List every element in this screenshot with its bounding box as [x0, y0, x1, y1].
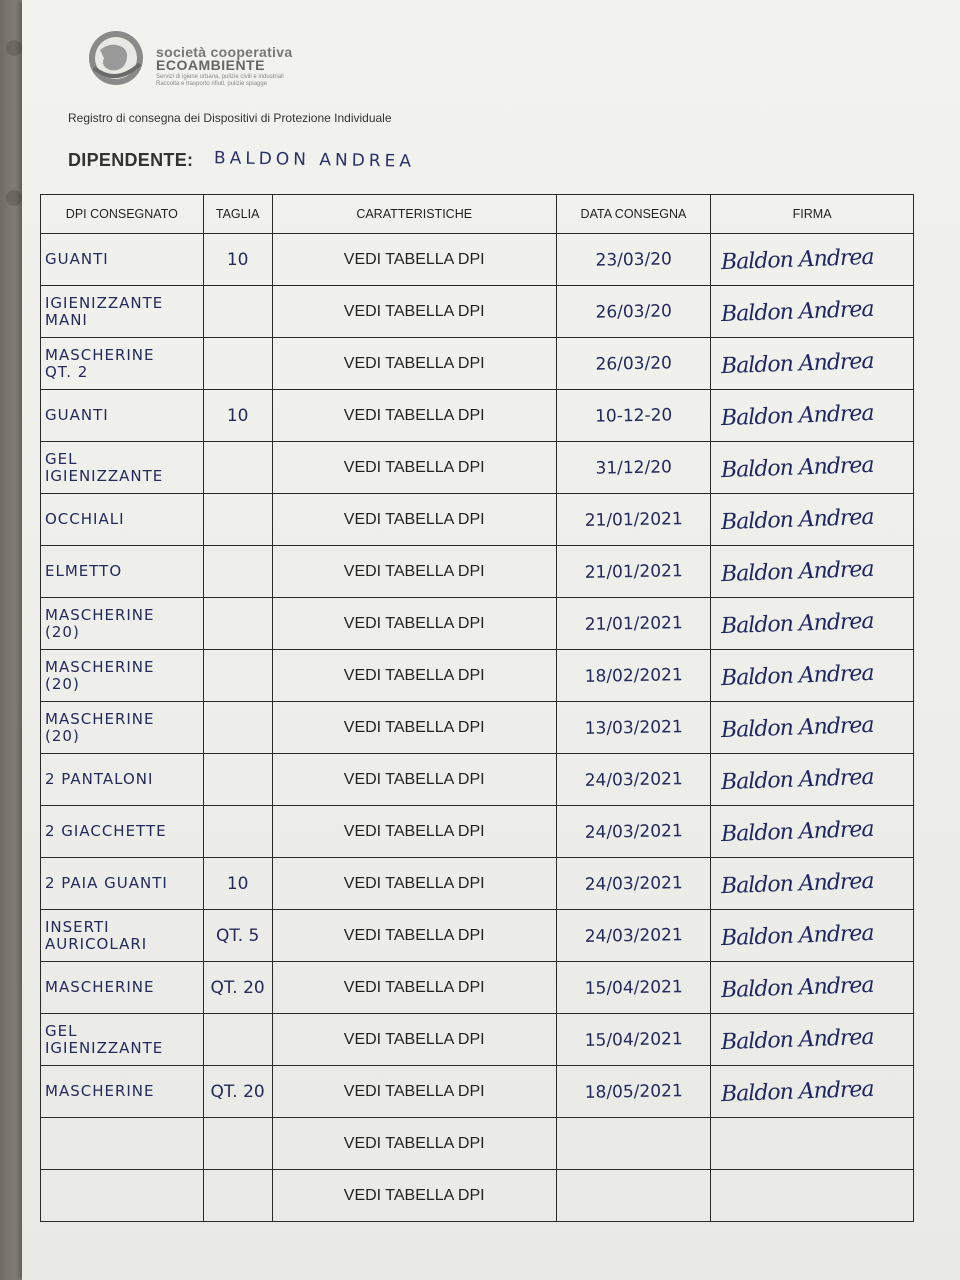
- firma-signature-text: Baldon Andrea: [720, 244, 875, 276]
- data-consegna-cell: [556, 754, 710, 806]
- caratteristiche-cell: VEDI TABELLA DPI: [272, 546, 556, 598]
- table-row: [41, 1066, 914, 1118]
- caratteristiche-cell: VEDI TABELLA DPI: [272, 754, 556, 806]
- taglia-cell: [203, 806, 272, 858]
- caratteristiche-cell: VEDI TABELLA DPI: [272, 494, 556, 546]
- table-row: [41, 286, 914, 338]
- taglia-cell: [203, 234, 272, 286]
- caratteristiche-cell: VEDI TABELLA DPI: [272, 338, 556, 390]
- desk-mark: [6, 190, 22, 206]
- dpi-cell: [41, 754, 204, 806]
- data-consegna-cell: [556, 390, 710, 442]
- firma-signature-text: [711, 1192, 913, 1199]
- logo-line-4: Raccolta e trasporto rifiuti, pulizie spiagge: [156, 81, 268, 87]
- taglia-cell: [203, 702, 272, 754]
- data-consegna-cell: [556, 494, 710, 546]
- data-consegna-cell: [556, 546, 710, 598]
- dpi-text: GEL IGIENIZZANTE: [45, 1021, 164, 1057]
- caratteristiche-cell: VEDI TABELLA DPI: [272, 702, 556, 754]
- taglia-cell: [203, 442, 272, 494]
- caratteristiche-cell: VEDI TABELLA DPI: [272, 962, 556, 1014]
- taglia-cell: [203, 1118, 272, 1170]
- taglia-cell: [203, 754, 272, 806]
- table-row: [41, 754, 914, 806]
- dpi-text: IGIENIZZANTE MANI: [45, 293, 164, 329]
- caratteristiche-cell: VEDI TABELLA DPI: [272, 234, 556, 286]
- data-consegna-cell: [556, 1170, 710, 1222]
- data-consegna-text: 18/02/2021: [584, 664, 683, 687]
- data-consegna-cell: [556, 598, 710, 650]
- firma-signature-cell: [711, 962, 914, 1014]
- firma-signature-cell: [711, 754, 914, 806]
- data-consegna-cell: [556, 650, 710, 702]
- taglia-cell: [203, 494, 272, 546]
- column-header-dpi: DPI CONSEGNATO: [41, 195, 204, 234]
- taglia-text: 10: [226, 249, 249, 270]
- dpi-cell: [41, 286, 204, 338]
- data-consegna-cell: [556, 1014, 710, 1066]
- firma-signature-cell: [711, 1066, 914, 1118]
- dpi-cell: [41, 1066, 204, 1118]
- table-row: [41, 858, 914, 910]
- column-header-firma: FIRMA: [711, 195, 914, 234]
- firma-signature-cell: [711, 858, 914, 910]
- firma-signature-text: [711, 1140, 913, 1147]
- caratteristiche-cell: VEDI TABELLA DPI: [272, 286, 556, 338]
- caratteristiche-cell: VEDI TABELLA DPI: [272, 650, 556, 702]
- data-consegna-text: 10-12-20: [594, 404, 673, 427]
- table-row: [41, 546, 914, 598]
- data-consegna-cell: [556, 338, 710, 390]
- taglia-cell: [203, 286, 272, 338]
- firma-signature-cell: [711, 702, 914, 754]
- dpi-text: GUANTI: [45, 250, 109, 268]
- taglia-text: QT. 5: [215, 925, 260, 946]
- firma-signature-cell: [711, 806, 914, 858]
- desk-mark: [6, 40, 22, 56]
- caratteristiche-cell: VEDI TABELLA DPI: [272, 1066, 556, 1118]
- firma-signature-cell: [711, 338, 914, 390]
- firma-signature-text: Baldon Andrea: [720, 660, 875, 692]
- data-consegna-text: [557, 1142, 710, 1145]
- taglia-cell: [203, 650, 272, 702]
- taglia-cell: [203, 1066, 272, 1118]
- firma-signature-cell: [711, 910, 914, 962]
- company-logo: [86, 28, 346, 88]
- taglia-cell: [203, 546, 272, 598]
- firma-signature-text: Baldon Andrea: [720, 504, 875, 536]
- caratteristiche-cell: VEDI TABELLA DPI: [272, 806, 556, 858]
- taglia-text: QT. 20: [210, 977, 265, 998]
- firma-signature-text: Baldon Andrea: [720, 400, 875, 432]
- caratteristiche-cell: VEDI TABELLA DPI: [272, 858, 556, 910]
- firma-signature-text: Baldon Andrea: [720, 1024, 875, 1056]
- column-header-caratteristiche: CARATTERISTICHE: [272, 195, 556, 234]
- dpi-cell: [41, 598, 204, 650]
- dpi-text: 2 GIACCHETTE: [45, 822, 167, 840]
- dpi-cell: [41, 338, 204, 390]
- dpi-text: 2 PANTALONI: [45, 770, 154, 788]
- column-header-data: DATA CONSEGNA: [556, 195, 710, 234]
- taglia-cell: [203, 1014, 272, 1066]
- firma-signature-text: Baldon Andrea: [720, 712, 875, 744]
- dpi-cell: [41, 442, 204, 494]
- firma-signature-cell: [711, 234, 914, 286]
- employee-name-handwritten: BALDON ANDREA: [213, 148, 416, 172]
- taglia-cell: [203, 1170, 272, 1222]
- dpi-text: MASCHERINE (20): [45, 605, 155, 641]
- data-consegna-text: 15/04/2021: [584, 976, 683, 999]
- document-sheet: [22, 0, 960, 1280]
- firma-signature-cell: [711, 1118, 914, 1170]
- firma-signature-text: Baldon Andrea: [720, 608, 875, 640]
- data-consegna-text: 18/05/2021: [584, 1080, 683, 1103]
- data-consegna-cell: [556, 1066, 710, 1118]
- data-consegna-text: 23/03/20: [595, 248, 672, 271]
- firma-signature-cell: [711, 1170, 914, 1222]
- data-consegna-text: 24/03/2021: [584, 872, 683, 895]
- caratteristiche-cell: VEDI TABELLA DPI: [272, 910, 556, 962]
- data-consegna-text: 24/03/2021: [584, 768, 683, 791]
- dpi-cell: [41, 1170, 204, 1222]
- data-consegna-cell: [556, 286, 710, 338]
- dpi-text: 2 PAIA GUANTI: [45, 874, 168, 892]
- logo-company-name: ECOAMBIENTE: [156, 57, 265, 73]
- dpi-text: MASCHERINE: [45, 978, 155, 996]
- firma-signature-cell: [711, 442, 914, 494]
- data-consegna-text: 26/03/20: [595, 300, 672, 323]
- dpi-cell: [41, 494, 204, 546]
- table-row: [41, 702, 914, 754]
- caratteristiche-cell: VEDI TABELLA DPI: [272, 1170, 556, 1222]
- data-consegna-cell: [556, 910, 710, 962]
- data-consegna-text: 21/01/2021: [584, 508, 683, 531]
- data-consegna-text: 15/04/2021: [584, 1028, 683, 1051]
- caratteristiche-cell: VEDI TABELLA DPI: [272, 442, 556, 494]
- logo-line-3: Servizi di igiene urbana, pulizie civili e industriali: [156, 74, 284, 80]
- dpi-text: MASCHERINE QT. 2: [45, 345, 155, 381]
- taglia-cell: [203, 338, 272, 390]
- dpi-register-table: [40, 194, 914, 1222]
- table-row: [41, 390, 914, 442]
- taglia-cell: [203, 962, 272, 1014]
- table-row: [41, 234, 914, 286]
- firma-signature-text: Baldon Andrea: [720, 920, 875, 952]
- firma-signature-text: Baldon Andrea: [720, 764, 875, 796]
- data-consegna-text: 31/12/20: [595, 456, 672, 479]
- table-row: [41, 806, 914, 858]
- data-consegna-text: [557, 1194, 710, 1197]
- firma-signature-text: Baldon Andrea: [720, 556, 875, 588]
- data-consegna-cell: [556, 858, 710, 910]
- dpi-cell: [41, 390, 204, 442]
- data-consegna-text: 13/03/2021: [584, 716, 683, 739]
- data-consegna-text: 24/03/2021: [584, 820, 683, 843]
- firma-signature-text: Baldon Andrea: [720, 972, 875, 1004]
- dpi-text: MASCHERINE (20): [45, 657, 155, 693]
- dpi-text: GEL IGIENIZZANTE: [45, 449, 164, 485]
- firma-signature-cell: [711, 286, 914, 338]
- firma-signature-cell: [711, 494, 914, 546]
- caratteristiche-cell: VEDI TABELLA DPI: [272, 1118, 556, 1170]
- firma-signature-text: Baldon Andrea: [720, 452, 875, 484]
- dpi-cell: [41, 546, 204, 598]
- table-row: [41, 1118, 914, 1170]
- table-row: [41, 338, 914, 390]
- dpi-text: MASCHERINE (20): [45, 709, 155, 745]
- data-consegna-cell: [556, 962, 710, 1014]
- dpi-cell: [41, 650, 204, 702]
- taglia-cell: [203, 858, 272, 910]
- table-header-row: [41, 195, 914, 234]
- table-row: [41, 962, 914, 1014]
- data-consegna-text: 26/03/20: [595, 352, 672, 375]
- dpi-cell: [41, 702, 204, 754]
- firma-signature-cell: [711, 598, 914, 650]
- table-row: [41, 494, 914, 546]
- dpi-cell: [41, 1014, 204, 1066]
- table-row: [41, 1014, 914, 1066]
- data-consegna-text: 21/01/2021: [584, 560, 683, 583]
- dpi-text: OCCHIALI: [45, 510, 125, 528]
- logo-line-1: società cooperativa: [156, 44, 293, 60]
- caratteristiche-cell: VEDI TABELLA DPI: [272, 390, 556, 442]
- firma-signature-cell: [711, 546, 914, 598]
- table-row: [41, 598, 914, 650]
- table-row: [41, 650, 914, 702]
- data-consegna-cell: [556, 702, 710, 754]
- firma-signature-text: Baldon Andrea: [720, 816, 875, 848]
- data-consegna-cell: [556, 1118, 710, 1170]
- table-row: [41, 442, 914, 494]
- dpi-text: GUANTI: [45, 406, 109, 424]
- dpi-cell: [41, 1118, 204, 1170]
- firma-signature-text: Baldon Andrea: [720, 1076, 875, 1108]
- firma-signature-cell: [711, 650, 914, 702]
- firma-signature-cell: [711, 390, 914, 442]
- taglia-text: 10: [226, 405, 249, 426]
- data-consegna-text: 24/03/2021: [584, 924, 683, 947]
- dpi-cell: [41, 858, 204, 910]
- taglia-cell: [203, 390, 272, 442]
- dpi-text: INSERTI AURICOLARI: [45, 917, 148, 953]
- data-consegna-cell: [556, 806, 710, 858]
- table-row: [41, 910, 914, 962]
- dpi-cell: [41, 806, 204, 858]
- employee-label: DIPENDENTE:: [68, 150, 194, 170]
- taglia-cell: [203, 910, 272, 962]
- data-consegna-cell: [556, 234, 710, 286]
- globe-logo-icon: [86, 28, 146, 88]
- data-consegna-text: 21/01/2021: [584, 612, 683, 635]
- dpi-text: ELMETTO: [45, 562, 123, 580]
- dpi-text: MASCHERINE: [45, 1082, 155, 1100]
- firma-signature-text: Baldon Andrea: [720, 868, 875, 900]
- document-title: Registro di consegna dei Dispositivi di Protezione Individuale: [68, 111, 392, 125]
- taglia-text: 10: [226, 873, 249, 894]
- caratteristiche-cell: VEDI TABELLA DPI: [272, 1014, 556, 1066]
- taglia-cell: [203, 598, 272, 650]
- caratteristiche-cell: VEDI TABELLA DPI: [272, 598, 556, 650]
- column-header-taglia: TAGLIA: [203, 195, 272, 234]
- dpi-cell: [41, 910, 204, 962]
- table-body: [41, 234, 914, 1222]
- firma-signature-cell: [711, 1014, 914, 1066]
- dpi-cell: [41, 234, 204, 286]
- firma-signature-text: Baldon Andrea: [720, 296, 875, 328]
- firma-signature-text: Baldon Andrea: [720, 348, 875, 380]
- data-consegna-cell: [556, 442, 710, 494]
- table-row: [41, 1170, 914, 1222]
- taglia-text: QT. 20: [210, 1081, 265, 1102]
- dpi-cell: [41, 962, 204, 1014]
